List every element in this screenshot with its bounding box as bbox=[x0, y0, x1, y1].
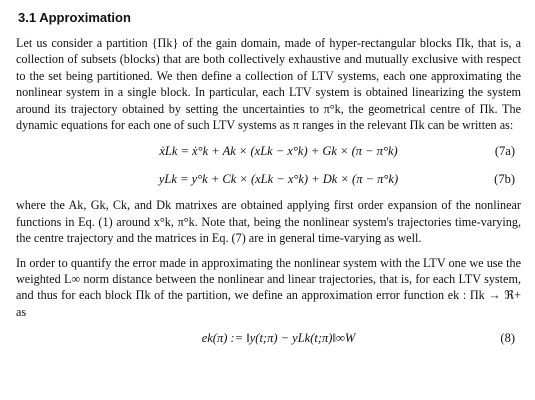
paragraph-partition: Let us consider a partition {Πk} of the gain domain, made of hyper-rectangular blocks Πk, that is, a collection of subsets (blocks) that are both collectively exhaustive and mutually exclusive with respect to the set being partitioned. We then define a collection of LTV systems, each one approximating the nonlinear system in a single block. In particular, each LTV system is obtained linearizing the system around its trajectory obtained by setting the uncertainties to π°k, the geometrical centre of Πk. The dynamic equations for each one of such LTV systems as π ranges in the relevant Πk can be written as: bbox=[16, 36, 521, 133]
equation-7a-expression: ẋLk = ẋ°k + Ak × (xLk − x°k) + Gk × (π − π°k) bbox=[159, 144, 398, 159]
paragraph-error-function: In order to quantify the error made in approximating the nonlinear system with the LTV one we use the weighted L∞ norm distance between the nonlinear and linear trajectories, that is, for each LTV system, and thus for each block Πk of the partition, we define an approximation error function ek : Πk → ℜ+ as bbox=[16, 255, 521, 319]
equation-8-number: (8) bbox=[500, 331, 515, 346]
equation-7b bbox=[16, 169, 521, 191]
equation-8-expression: ek(π) := ‖y(t;π) − yLk(t;π)‖∞W bbox=[201, 331, 356, 346]
equation-8 bbox=[16, 328, 521, 350]
section-heading: 3.1 Approximation bbox=[18, 10, 131, 25]
equation-7b-number: (7b) bbox=[494, 172, 515, 187]
equation-7a-number: (7a) bbox=[494, 144, 515, 159]
equation-7a bbox=[16, 141, 521, 163]
equation-7b-expression: yLk = y°k + Ck × (xLk − x°k) + Dk × (π − π°k) bbox=[158, 172, 399, 187]
paragraph-matrices: where the Ak, Gk, Ck, and Dk matrixes are obtained applying first order expansion of the nonlinear functions in Eq. (1) around x°k, π°k. Note that, being the nonlinear system's trajectories time-varying, the centre trajectory and the matrices in Eq. (7) are in general time-varying as well. bbox=[16, 198, 521, 246]
